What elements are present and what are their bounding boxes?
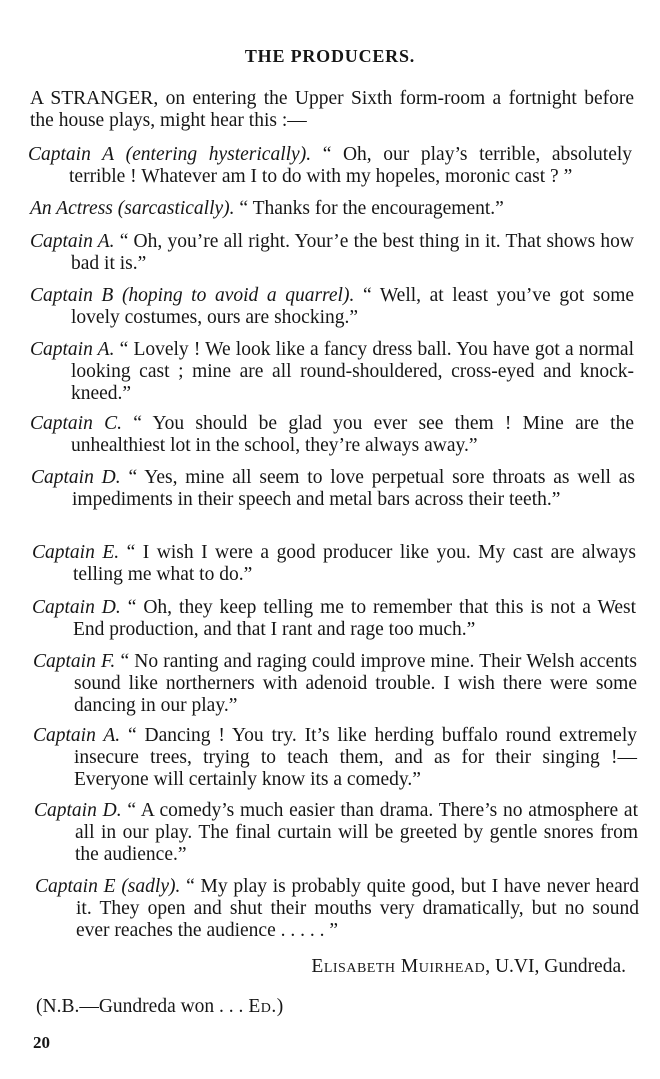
- stage-direction: (sarcastically).: [117, 198, 235, 219]
- spoken-line: “ Oh, they keep telling me to remember that this is not a West End production, and that I rant and rage too much.”: [73, 597, 636, 640]
- speaker-name: Captain D.: [34, 800, 122, 821]
- spoken-line: “ Oh, you’re all right. Your’e the best thing in it. That shows how bad it is.”: [71, 231, 635, 274]
- note-close: ): [276, 996, 284, 1017]
- spoken-line: “ Oh, our play’s terrible, absolutely terrible ! Whatever am I to do with my hopeles, moronic cast ? ”: [69, 144, 633, 187]
- author-form-house: , U.VI, Gundreda.: [485, 956, 626, 977]
- speaker-name: Captain F.: [33, 651, 116, 672]
- dialogue-entry: [32, 542, 636, 586]
- dialogue-entry: [35, 876, 639, 942]
- speaker-name: Captain A.: [30, 231, 115, 252]
- dialogue-entry: [30, 198, 634, 220]
- speaker-name: Captain B: [30, 285, 114, 306]
- dialogue-entry: [33, 651, 637, 717]
- page-title: THE PRODUCERS.: [244, 46, 416, 66]
- speaker-name: Captain E.: [32, 542, 120, 563]
- editor-abbrev: Ed.: [248, 996, 277, 1017]
- dialogue-entry: [32, 597, 636, 641]
- stage-direction: (hoping to avoid a quarrel).: [121, 285, 355, 306]
- speaker-name: Captain A.: [30, 339, 115, 360]
- spoken-line: “ Well, at least you’ve got some lovely costumes, ours are shocking.”: [71, 285, 635, 328]
- speaker-name: An Actress: [30, 198, 113, 219]
- spoken-line: “ Yes, mine all seem to love perpetual sore throats as well as impediments in their speech and metal bars across their teeth.”: [72, 467, 635, 510]
- page-number: 20: [33, 1033, 50, 1052]
- dialogue-entry: [33, 725, 637, 791]
- stage-direction: (entering hysterically).: [125, 144, 312, 165]
- intro-paragraph: A STRANGER, on entering the Upper Sixth form-room a fortnight before the house plays, might hear this :—: [30, 88, 634, 131]
- speaker-name: Captain A: [28, 144, 115, 165]
- note-text: (N.B.—Gundreda won . . .: [36, 996, 249, 1017]
- dialogue-entry: [34, 800, 638, 866]
- spoken-line: “ A comedy’s much easier than drama. There’s no atmosphere at all in our play. The final curtain will be greeted by gentle snores from the audience.”: [75, 800, 638, 865]
- speaker-name: Captain E: [35, 876, 116, 897]
- editor-note: [36, 996, 283, 1018]
- spoken-line: “ Dancing ! You try. It’s like herding buffalo round extremely insecure trees, trying to teach them, and as for their singing !—Everyone will certainly know its a comedy.”: [74, 725, 637, 790]
- speaker-name: Captain D.: [31, 467, 121, 488]
- spoken-line: “ Lovely ! We look like a fancy dress ball. You have got a normal looking cast ; mine are all round-shouldered, cross-eyed and knock-kneed.”: [71, 339, 635, 404]
- spoken-line: “ You should be glad you ever see them ! Mine are the unhealthiest lot in the school, they’re always away.”: [71, 413, 635, 456]
- speaker-name: Captain D.: [32, 597, 121, 618]
- dialogue-entry: [30, 285, 634, 329]
- spoken-line: “ Thanks for the encouragement.”: [239, 198, 504, 219]
- speaker-name: Captain A.: [33, 725, 121, 746]
- author-signature: [311, 956, 626, 978]
- spoken-line: “ My play is probably quite good, but I have never heard it. They open and shut their mouths very dramatically, but no sound ever reaches the audience . . . . . ”: [76, 876, 639, 941]
- dialogue-entry: [30, 231, 634, 275]
- dialogue-entry: [30, 339, 634, 405]
- spoken-line: “ I wish I were a good producer like you. My cast are always telling me what to do.”: [73, 542, 637, 585]
- dialogue-entry: [31, 467, 635, 511]
- dialogue-entry: [28, 144, 632, 188]
- stage-direction: (sadly).: [121, 876, 181, 897]
- author-name: Elisabeth Muirhead: [311, 956, 486, 977]
- dialogue-entry: [30, 413, 634, 457]
- speaker-name: Captain C.: [30, 413, 122, 434]
- spoken-line: “ No ranting and raging could improve mine. Their Welsh accents sound like northerners with adenoid trouble. I wish there were some dancing in our play.”: [74, 651, 637, 716]
